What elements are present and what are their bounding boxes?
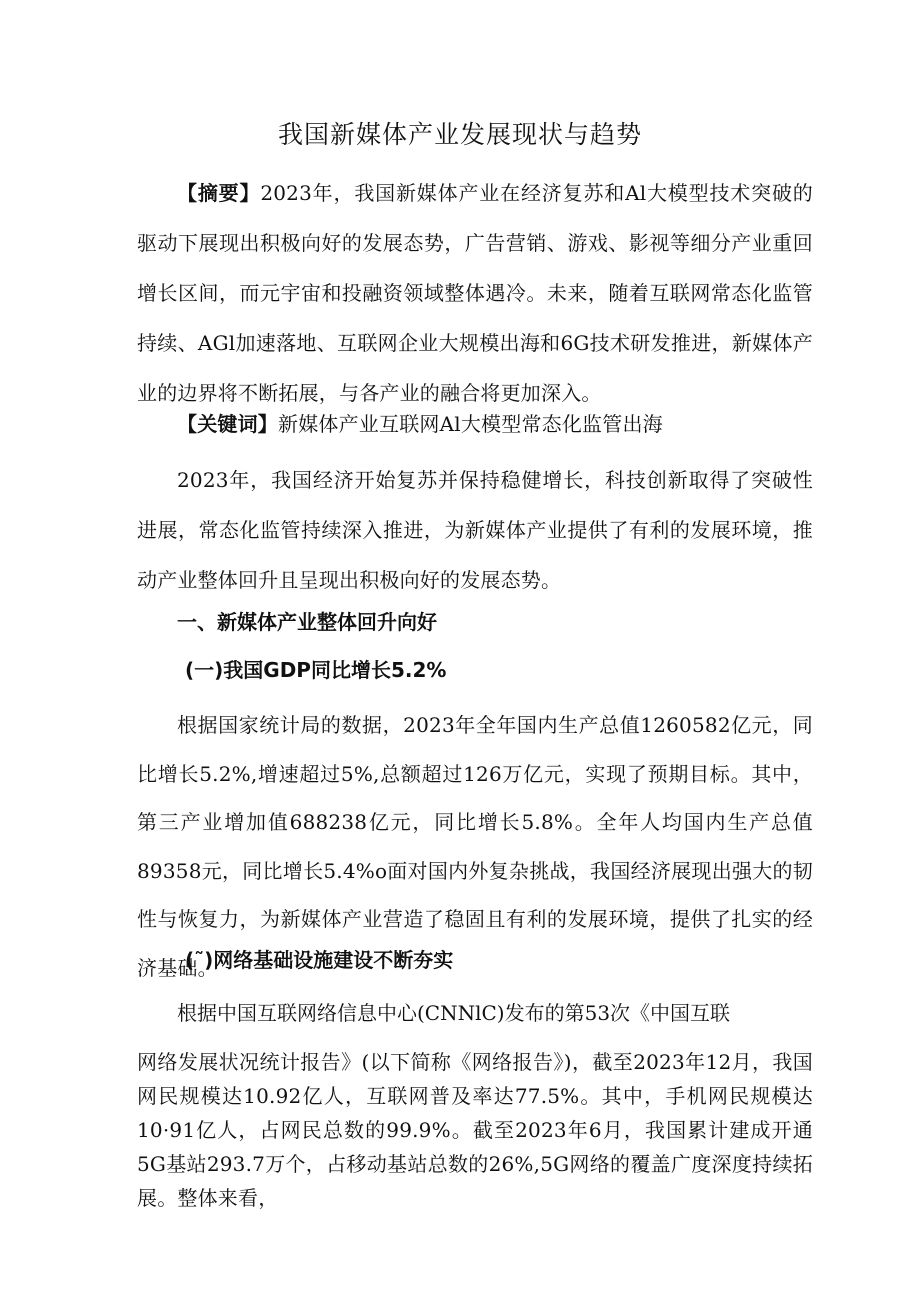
keywords-text: 新媒体产业互联网Al大模型常态化监管出海: [278, 412, 663, 436]
gdp-paragraph: 根据国家统计局的数据，2023年全年国内生产总值1260582亿元，同比增长5.2%,增速超过5%,总额超过126万亿元，实现了预期目标。其中，第三产业增加值688238亿元，同比增长5.8%。全年人均国内生产总值89358元，同比增长5.4%o面对国内外复杂挑战，我国经济展现出强大的韧性与恢复力，为新媒体产业营造了稳固且有利的发展环境，提供了扎实的经济基础。: [137, 713, 813, 980]
subsection-heading-gdp: (一)我国GDP同比增长5.2%: [185, 658, 447, 682]
section-heading: 一、新媒体产业整体回升向好: [177, 610, 437, 634]
abstract-label: 【摘要】: [177, 181, 261, 205]
abstract-paragraph: [137, 168, 813, 418]
subsection-heading-network: (˜)网络基础设施建设不断夯实: [185, 948, 454, 972]
keywords-paragraph: [137, 406, 813, 442]
cnnic-paragraph: 网络发展状况统计报告》(以下简称《网络报告》)，截至2023年12月，我国网民规模达10.92亿人，互联网普及率达77.5%。其中，手机网民规模达10·91亿人，占网民总数的99.9%。截至2023年6月，我国累计建成开通5G基站293.7万个，占移动基站总数的26%,5G网络的覆盖广度深度持续拓展。整体来看，: [137, 1050, 813, 1210]
intro-paragraph: 2023年，我国经济开始复苏并保持稳健增长，科技创新取得了突破性进展，常态化监管持续深入推进，为新媒体产业提供了有利的发展环境，推动产业整体回升且呈现出积极向好的发展态势。: [137, 468, 813, 592]
abstract-text: 2023年，我国新媒体产业在经济复苏和Al大模型技术突破的驱动下展现出积极向好的发展态势，广告营销、游戏、影视等细分产业重回增长区间，而元宇宙和投融资领域整体遇冷。未来，随着互联网常态化监管持续、AGl加速落地、互联网企业大规模出海和6G技术研发推进，新媒体产业的边界将不断拓展，与各产业的融合将更加深入。: [137, 181, 813, 405]
keywords-label: 【关键词】: [177, 412, 278, 436]
cnnic-lead-line: 根据中国互联网络信息中心(CNNlC)发布的第53次《中国互联: [177, 1001, 731, 1025]
document-title: 我国新媒体产业发展现状与趋势: [277, 120, 642, 149]
